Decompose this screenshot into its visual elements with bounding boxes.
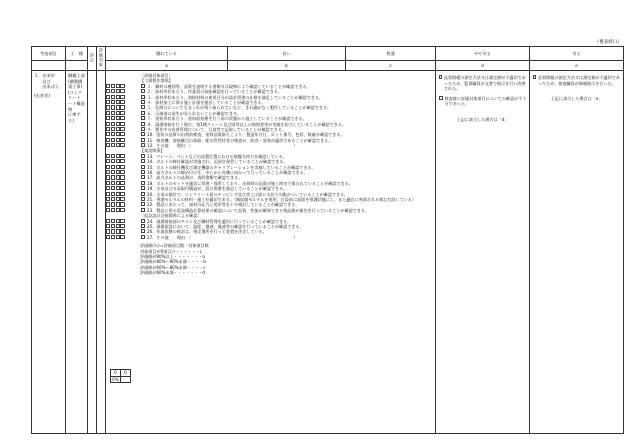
weight-box[interactable] bbox=[106, 122, 110, 126]
weight-box[interactable] bbox=[120, 159, 124, 163]
weight-box[interactable] bbox=[106, 170, 110, 174]
weight-boxes bbox=[106, 105, 140, 109]
weight-box[interactable] bbox=[111, 95, 115, 99]
weight-box[interactable] bbox=[106, 138, 110, 142]
checklist-item-text: 16．高力ボルトの締め付けを、中心から外側に向かって行っていることが確認できる。 bbox=[147, 170, 308, 176]
weight-box[interactable] bbox=[120, 224, 124, 228]
weight-boxes bbox=[106, 219, 140, 223]
weight-box[interactable] bbox=[116, 202, 120, 206]
weight-box[interactable] bbox=[116, 89, 120, 93]
weight-box[interactable] bbox=[116, 154, 120, 158]
weight-box[interactable] bbox=[111, 143, 115, 147]
weight-box[interactable] bbox=[111, 159, 115, 163]
weight-box[interactable] bbox=[120, 143, 124, 147]
score-formula: 評価値(％)＝評価項目数／対象項目数 対象項目が0項目の・・・・・・c 評価値が90%以上・・・・・・・a 評価値が80%～90%未満・・・・b 評価値が60%～80%未満・・・・c 評価値が60%未満・・・・・・・d bbox=[140, 243, 209, 276]
item-checkbox[interactable] bbox=[141, 175, 145, 179]
weight-box[interactable] bbox=[120, 170, 124, 174]
weight-box[interactable] bbox=[111, 175, 115, 179]
item-checkbox[interactable] bbox=[141, 143, 145, 147]
checklist-item-text: ３．部材形状あたり、溶接材料の使用区分が設計図書の仕様を満足していることが確認できる。 bbox=[147, 94, 324, 100]
factory-section-title: 【工場製作関係】 bbox=[140, 78, 173, 84]
weight-box[interactable] bbox=[116, 186, 120, 190]
weight-boxes bbox=[106, 170, 140, 174]
header-score: 評点 bbox=[89, 53, 95, 63]
weight-boxes bbox=[106, 143, 140, 147]
checklist-item-text: 12．その他 理由：（ ） bbox=[147, 143, 298, 149]
checklist-item-text: ４．部材加工に係る施工計画を提出していることが確認できる。 bbox=[147, 99, 266, 105]
weight-box[interactable] bbox=[120, 116, 124, 120]
weight-box[interactable] bbox=[116, 122, 120, 126]
item-checkbox[interactable] bbox=[141, 181, 145, 185]
grade-d-criteria: 品質開帳の測定方法又は測定値が不適切であったため、監督職員が文書で指示を行い改善された。 検査時に評価対象項目についての確認が不十分であった。 上記に該当した場合は「d」 bbox=[436, 71, 529, 125]
weight-box[interactable] bbox=[116, 95, 120, 99]
checklist-item-text: 25．現場架設において、温度、風速、風速等の確認を行っていることが確認できる。 bbox=[147, 223, 304, 229]
checklist-item-text: 26．作業段階の検討は、指定場所を行って装置を決定している。 bbox=[147, 229, 267, 235]
item-checkbox[interactable] bbox=[141, 165, 145, 169]
weight-box[interactable] bbox=[116, 235, 120, 239]
weight-box[interactable] bbox=[106, 219, 110, 223]
grade-e-footer: 上記に該当した場合は「e」 bbox=[550, 96, 603, 102]
weight-box[interactable] bbox=[111, 122, 115, 126]
evaluation-table bbox=[31, 46, 624, 434]
item-checkbox[interactable] bbox=[141, 235, 145, 239]
weight-boxes bbox=[106, 192, 140, 196]
weight-box[interactable] bbox=[111, 138, 115, 142]
checklist-item-text: ６．天端部の発生が見られないことが確認できる。 bbox=[147, 110, 242, 116]
weight-box[interactable] bbox=[106, 89, 110, 93]
weight-box[interactable] bbox=[116, 208, 120, 212]
grade-1: 良い bbox=[228, 47, 346, 61]
weight-box[interactable] bbox=[111, 111, 115, 115]
item-checkbox[interactable] bbox=[141, 84, 145, 88]
header-type: 工 種 bbox=[66, 47, 88, 61]
grade-letter-c: c bbox=[346, 61, 436, 71]
weight-box[interactable] bbox=[116, 165, 120, 169]
weight-box[interactable] bbox=[111, 192, 115, 196]
weight-box[interactable] bbox=[111, 132, 115, 136]
weight-box[interactable] bbox=[111, 208, 115, 212]
weight-boxes bbox=[106, 175, 140, 179]
weight-box[interactable] bbox=[111, 224, 115, 228]
checklist-item-text: ２．部材形状あたり、作業員の技能確認を行っていることが確認できる。 bbox=[147, 89, 283, 95]
factory-checklist bbox=[106, 84, 435, 149]
weight-boxes bbox=[106, 154, 140, 158]
checklist-item-text: １．鋼材の種別等、品質を説明する書類又は現物により確認していることが確認できる。 bbox=[147, 83, 311, 89]
weight-boxes bbox=[106, 181, 140, 185]
weight-box[interactable] bbox=[116, 170, 120, 174]
weight-box[interactable] bbox=[120, 84, 124, 88]
item-checkbox[interactable] bbox=[141, 154, 145, 158]
header-item: 考査項目 bbox=[32, 47, 66, 61]
weight-boxes bbox=[106, 111, 140, 115]
weight-box[interactable] bbox=[106, 197, 110, 201]
header-weight: 評価対象 bbox=[98, 48, 104, 68]
weight-box[interactable] bbox=[120, 95, 124, 99]
weight-box[interactable] bbox=[106, 132, 110, 136]
weight-box[interactable] bbox=[111, 186, 115, 190]
item-label: ３．出来形 及び 出来ばえ (出来栄) bbox=[34, 73, 60, 98]
weight-boxes bbox=[106, 138, 140, 142]
checklist-item-text: 20．支承の据付で、コンクリート面のチッピング及び沓上は面に水切り勾配がついていることが確認できる。 bbox=[147, 191, 349, 197]
checklist-item-text: 10．塗装の品質の出荷前検査、塗料品質新たこより、製造年月日、ロット番号、色彩、数量が確認できる。 bbox=[147, 132, 345, 138]
weight-box[interactable] bbox=[120, 132, 124, 136]
item-checkbox[interactable] bbox=[141, 208, 145, 212]
weight-box[interactable] bbox=[106, 229, 110, 233]
weight-box[interactable] bbox=[111, 154, 115, 158]
weight-boxes bbox=[106, 235, 140, 239]
weight-box[interactable] bbox=[120, 208, 124, 212]
weight-boxes bbox=[106, 159, 140, 163]
type-label: 鋼橋上部 (鋼製橋梁工事) (コンクリート ート構造物 に準ずる) bbox=[68, 73, 85, 123]
weight-box[interactable] bbox=[106, 154, 110, 158]
item-checkbox[interactable] bbox=[141, 197, 145, 201]
item-checkbox[interactable] bbox=[141, 138, 145, 142]
weight-box[interactable] bbox=[111, 219, 115, 223]
weight-box[interactable] bbox=[111, 89, 115, 93]
weight-box[interactable] bbox=[111, 105, 115, 109]
weight-boxes bbox=[106, 116, 140, 120]
item-checkbox[interactable] bbox=[141, 111, 145, 115]
checklist-item-text: 14．ボルトの締付確認が実施され、記録を保管していることが確認できる。 bbox=[147, 159, 288, 165]
weight-box[interactable] bbox=[120, 197, 124, 201]
weight-box[interactable] bbox=[106, 159, 110, 163]
weight-box[interactable] bbox=[106, 235, 110, 239]
weight-box[interactable] bbox=[116, 219, 120, 223]
weight-box[interactable] bbox=[111, 116, 115, 120]
weight-box[interactable] bbox=[120, 181, 124, 185]
score-summary-table bbox=[110, 369, 131, 383]
item-checkbox[interactable] bbox=[141, 122, 145, 126]
weight-boxes bbox=[106, 165, 140, 169]
weight-box[interactable] bbox=[116, 224, 120, 228]
weight-boxes bbox=[106, 229, 140, 233]
item-checkbox[interactable] bbox=[141, 100, 145, 104]
weight-box[interactable] bbox=[106, 165, 110, 169]
weight-box[interactable] bbox=[106, 84, 110, 88]
weight-box[interactable] bbox=[106, 95, 110, 99]
weight-box[interactable] bbox=[116, 175, 120, 179]
weight-box[interactable] bbox=[111, 127, 115, 131]
weight-box[interactable] bbox=[111, 229, 115, 233]
checklist-item-text: 27．その他 理由：（ ） bbox=[147, 234, 298, 240]
weight-box[interactable] bbox=[116, 138, 120, 142]
weight-box[interactable] bbox=[111, 100, 115, 104]
weight-box[interactable] bbox=[120, 186, 124, 190]
weight-boxes bbox=[106, 122, 140, 126]
weight-box[interactable] bbox=[120, 100, 124, 104]
weight-box[interactable] bbox=[116, 105, 120, 109]
checkbox[interactable] bbox=[439, 96, 443, 100]
weight-box[interactable] bbox=[116, 111, 120, 115]
item-checkbox[interactable] bbox=[141, 219, 145, 223]
checklist-item-text: ５．孔開けについてなまくれが残り取られていなど、きれ融がなく製作していることが確認できる。 bbox=[147, 105, 332, 111]
weight-box[interactable] bbox=[116, 192, 120, 196]
weight-boxes bbox=[106, 127, 140, 131]
checklist-item-text: 18．ボルトのセットを適切に管理・保管しており、出荷時の品質が施工時まで保たれていることが確認できる。 bbox=[147, 180, 353, 186]
weight-boxes bbox=[106, 186, 140, 190]
weight-box[interactable] bbox=[120, 138, 124, 142]
weight-box[interactable] bbox=[111, 165, 115, 169]
checklist-item-text: 13．クレーン、ベントなどの設置位置における地盤支持力を確認している。 bbox=[147, 153, 287, 159]
weight-box[interactable] bbox=[106, 208, 110, 212]
weight-box[interactable] bbox=[120, 122, 124, 126]
weight-box[interactable] bbox=[106, 175, 110, 179]
weight-box[interactable] bbox=[116, 100, 120, 104]
weight-box[interactable] bbox=[116, 229, 120, 233]
grade-2: 普通 bbox=[346, 47, 436, 61]
weight-boxes bbox=[106, 202, 140, 206]
grade-4: 劣る bbox=[530, 47, 624, 61]
weight-box[interactable] bbox=[116, 116, 120, 120]
item-checkbox[interactable] bbox=[141, 159, 145, 163]
weight-box[interactable] bbox=[111, 197, 115, 201]
score-cell: 0% bbox=[112, 376, 119, 382]
weight-box[interactable] bbox=[111, 235, 115, 239]
weight-boxes bbox=[106, 84, 140, 88]
grade-letter-b: b bbox=[228, 61, 346, 71]
weight-box[interactable] bbox=[120, 89, 124, 93]
checklist-item-text: 22．製品にあたって、部材の応力と変形等を十分検討していることが確認できる。 bbox=[147, 202, 300, 208]
weight-box[interactable] bbox=[111, 181, 115, 185]
score-cell bbox=[121, 376, 131, 383]
weight-box[interactable] bbox=[116, 159, 120, 163]
checklist-item-text: 17．高力ボルトの品質が、表明書類で確認できる。 bbox=[147, 175, 243, 181]
grade-letter-a: a bbox=[106, 61, 228, 71]
grade-d-footer: 上記に該当した場合は「d」 bbox=[456, 116, 509, 122]
weight-boxes bbox=[106, 132, 140, 136]
weight-box[interactable] bbox=[106, 224, 110, 228]
item-checkbox[interactable] bbox=[141, 186, 145, 190]
weight-box[interactable] bbox=[120, 127, 124, 131]
weight-box[interactable] bbox=[116, 127, 120, 131]
item-checkbox[interactable] bbox=[141, 229, 145, 233]
checkbox[interactable] bbox=[533, 75, 536, 79]
weight-box[interactable] bbox=[106, 181, 110, 185]
weight-box[interactable] bbox=[120, 175, 124, 179]
score-cell: 0 bbox=[111, 370, 121, 377]
weight-box[interactable] bbox=[106, 192, 110, 196]
item-checkbox[interactable] bbox=[141, 170, 145, 174]
weight-box[interactable] bbox=[120, 192, 124, 196]
item-checkbox[interactable] bbox=[141, 116, 145, 120]
weight-box[interactable] bbox=[116, 132, 120, 136]
checklist-item bbox=[106, 235, 435, 240]
checkbox[interactable] bbox=[439, 75, 442, 79]
weight-box[interactable] bbox=[116, 197, 120, 201]
checklist-item-text: 23．製品に係る仮設構造計算結果の確認について品質、性能が確保できる検証値が報告を行っていることが確認できる。 bbox=[147, 207, 370, 213]
weight-box[interactable] bbox=[106, 202, 110, 206]
weight-box[interactable] bbox=[106, 127, 110, 131]
weight-box[interactable] bbox=[116, 143, 120, 147]
page-note: （裏表続口） bbox=[594, 40, 622, 45]
checklist-item-text: ９．製作中の出荷管理について、写真等で記録していることが確認できる。 bbox=[147, 126, 287, 132]
weight-boxes bbox=[106, 100, 140, 104]
weight-box[interactable] bbox=[120, 165, 124, 169]
grade-letter-e: e bbox=[530, 61, 624, 71]
checklist-item-text: 21．香港モルタルの材料・施工が適切である。（無収縮モルタルを使用、打設前に面面を保護状態にし、また適宜に充填される様な打設している） bbox=[147, 196, 416, 202]
checklist-item-text: 11．検査機、溶接継目の抜取、配水管管材等の検査が、防食・塗装が適切であることが確認できる。 bbox=[147, 137, 333, 143]
checklist-item-text: ８．現場溶接を行う場合、第1種クレーン及び同等以上の資格者等が実施を担当していることが確認できる。 bbox=[147, 121, 347, 127]
weight-box[interactable] bbox=[106, 105, 110, 109]
score-cell: 0 bbox=[121, 370, 131, 377]
checklist-item-text: ［仮設設計計画関係による確認］ bbox=[140, 213, 202, 219]
checklist-item-text: 19．支承及び支承取付構造が、設計図書を満足していることが確認できる。 bbox=[147, 186, 288, 192]
weight-box[interactable] bbox=[106, 143, 110, 147]
weight-box[interactable] bbox=[106, 111, 110, 115]
weight-box[interactable] bbox=[120, 229, 124, 233]
weight-boxes bbox=[106, 197, 140, 201]
weight-box[interactable] bbox=[120, 154, 124, 158]
item-checkbox[interactable] bbox=[141, 202, 145, 206]
weight-boxes bbox=[106, 89, 140, 93]
erection-checklist bbox=[106, 154, 435, 240]
weight-boxes bbox=[106, 95, 140, 99]
weight-box[interactable] bbox=[120, 105, 124, 109]
grade-3: やや劣る bbox=[436, 47, 530, 61]
item-checkbox[interactable] bbox=[141, 127, 145, 131]
grade-letter-d: d bbox=[436, 61, 530, 71]
weight-box[interactable] bbox=[106, 186, 110, 190]
item-checkbox[interactable] bbox=[141, 224, 145, 228]
weight-box[interactable] bbox=[106, 100, 110, 104]
checklist-item-text: 15．ボルトの締付機及び測定機器のキャリブレーションを実施していることが確認できる。 bbox=[147, 164, 316, 170]
weight-box[interactable] bbox=[120, 235, 124, 239]
weight-box[interactable] bbox=[120, 111, 124, 115]
item-checkbox[interactable] bbox=[141, 105, 145, 109]
checklist-item-text: ７．塗装形状あたり、塗料前処理を行う前の状態から施工していることが確認できる。 bbox=[147, 116, 307, 122]
item-checkbox[interactable] bbox=[141, 89, 145, 93]
weight-box[interactable] bbox=[120, 219, 124, 223]
weight-box[interactable] bbox=[106, 116, 110, 120]
grade-e-criteria: 品質開帳の測定方法又は測定値が不適切であったため、検査職員が修補指示を行った。 上記に該当した場合は「e」 bbox=[530, 71, 623, 104]
item-checkbox[interactable] bbox=[141, 95, 145, 99]
weight-boxes bbox=[106, 224, 140, 228]
weight-box[interactable] bbox=[111, 84, 115, 88]
weight-box[interactable] bbox=[116, 84, 120, 88]
item-checkbox[interactable] bbox=[141, 132, 145, 136]
weight-box[interactable] bbox=[120, 202, 124, 206]
criteria-header: ［評価対象項目］ bbox=[140, 73, 173, 78]
weight-box[interactable] bbox=[111, 170, 115, 174]
item-checkbox[interactable] bbox=[141, 192, 145, 196]
grade-0: 優れている bbox=[106, 47, 228, 61]
checklist-item-text: 24．現場着接部のチャン及び鋼材管理を適切に行っていることが確認できる。 bbox=[147, 218, 292, 224]
weight-boxes bbox=[106, 208, 140, 212]
erection-section-title: 【架設関係】 bbox=[140, 148, 165, 154]
weight-box[interactable] bbox=[116, 181, 120, 185]
weight-box[interactable] bbox=[111, 202, 115, 206]
